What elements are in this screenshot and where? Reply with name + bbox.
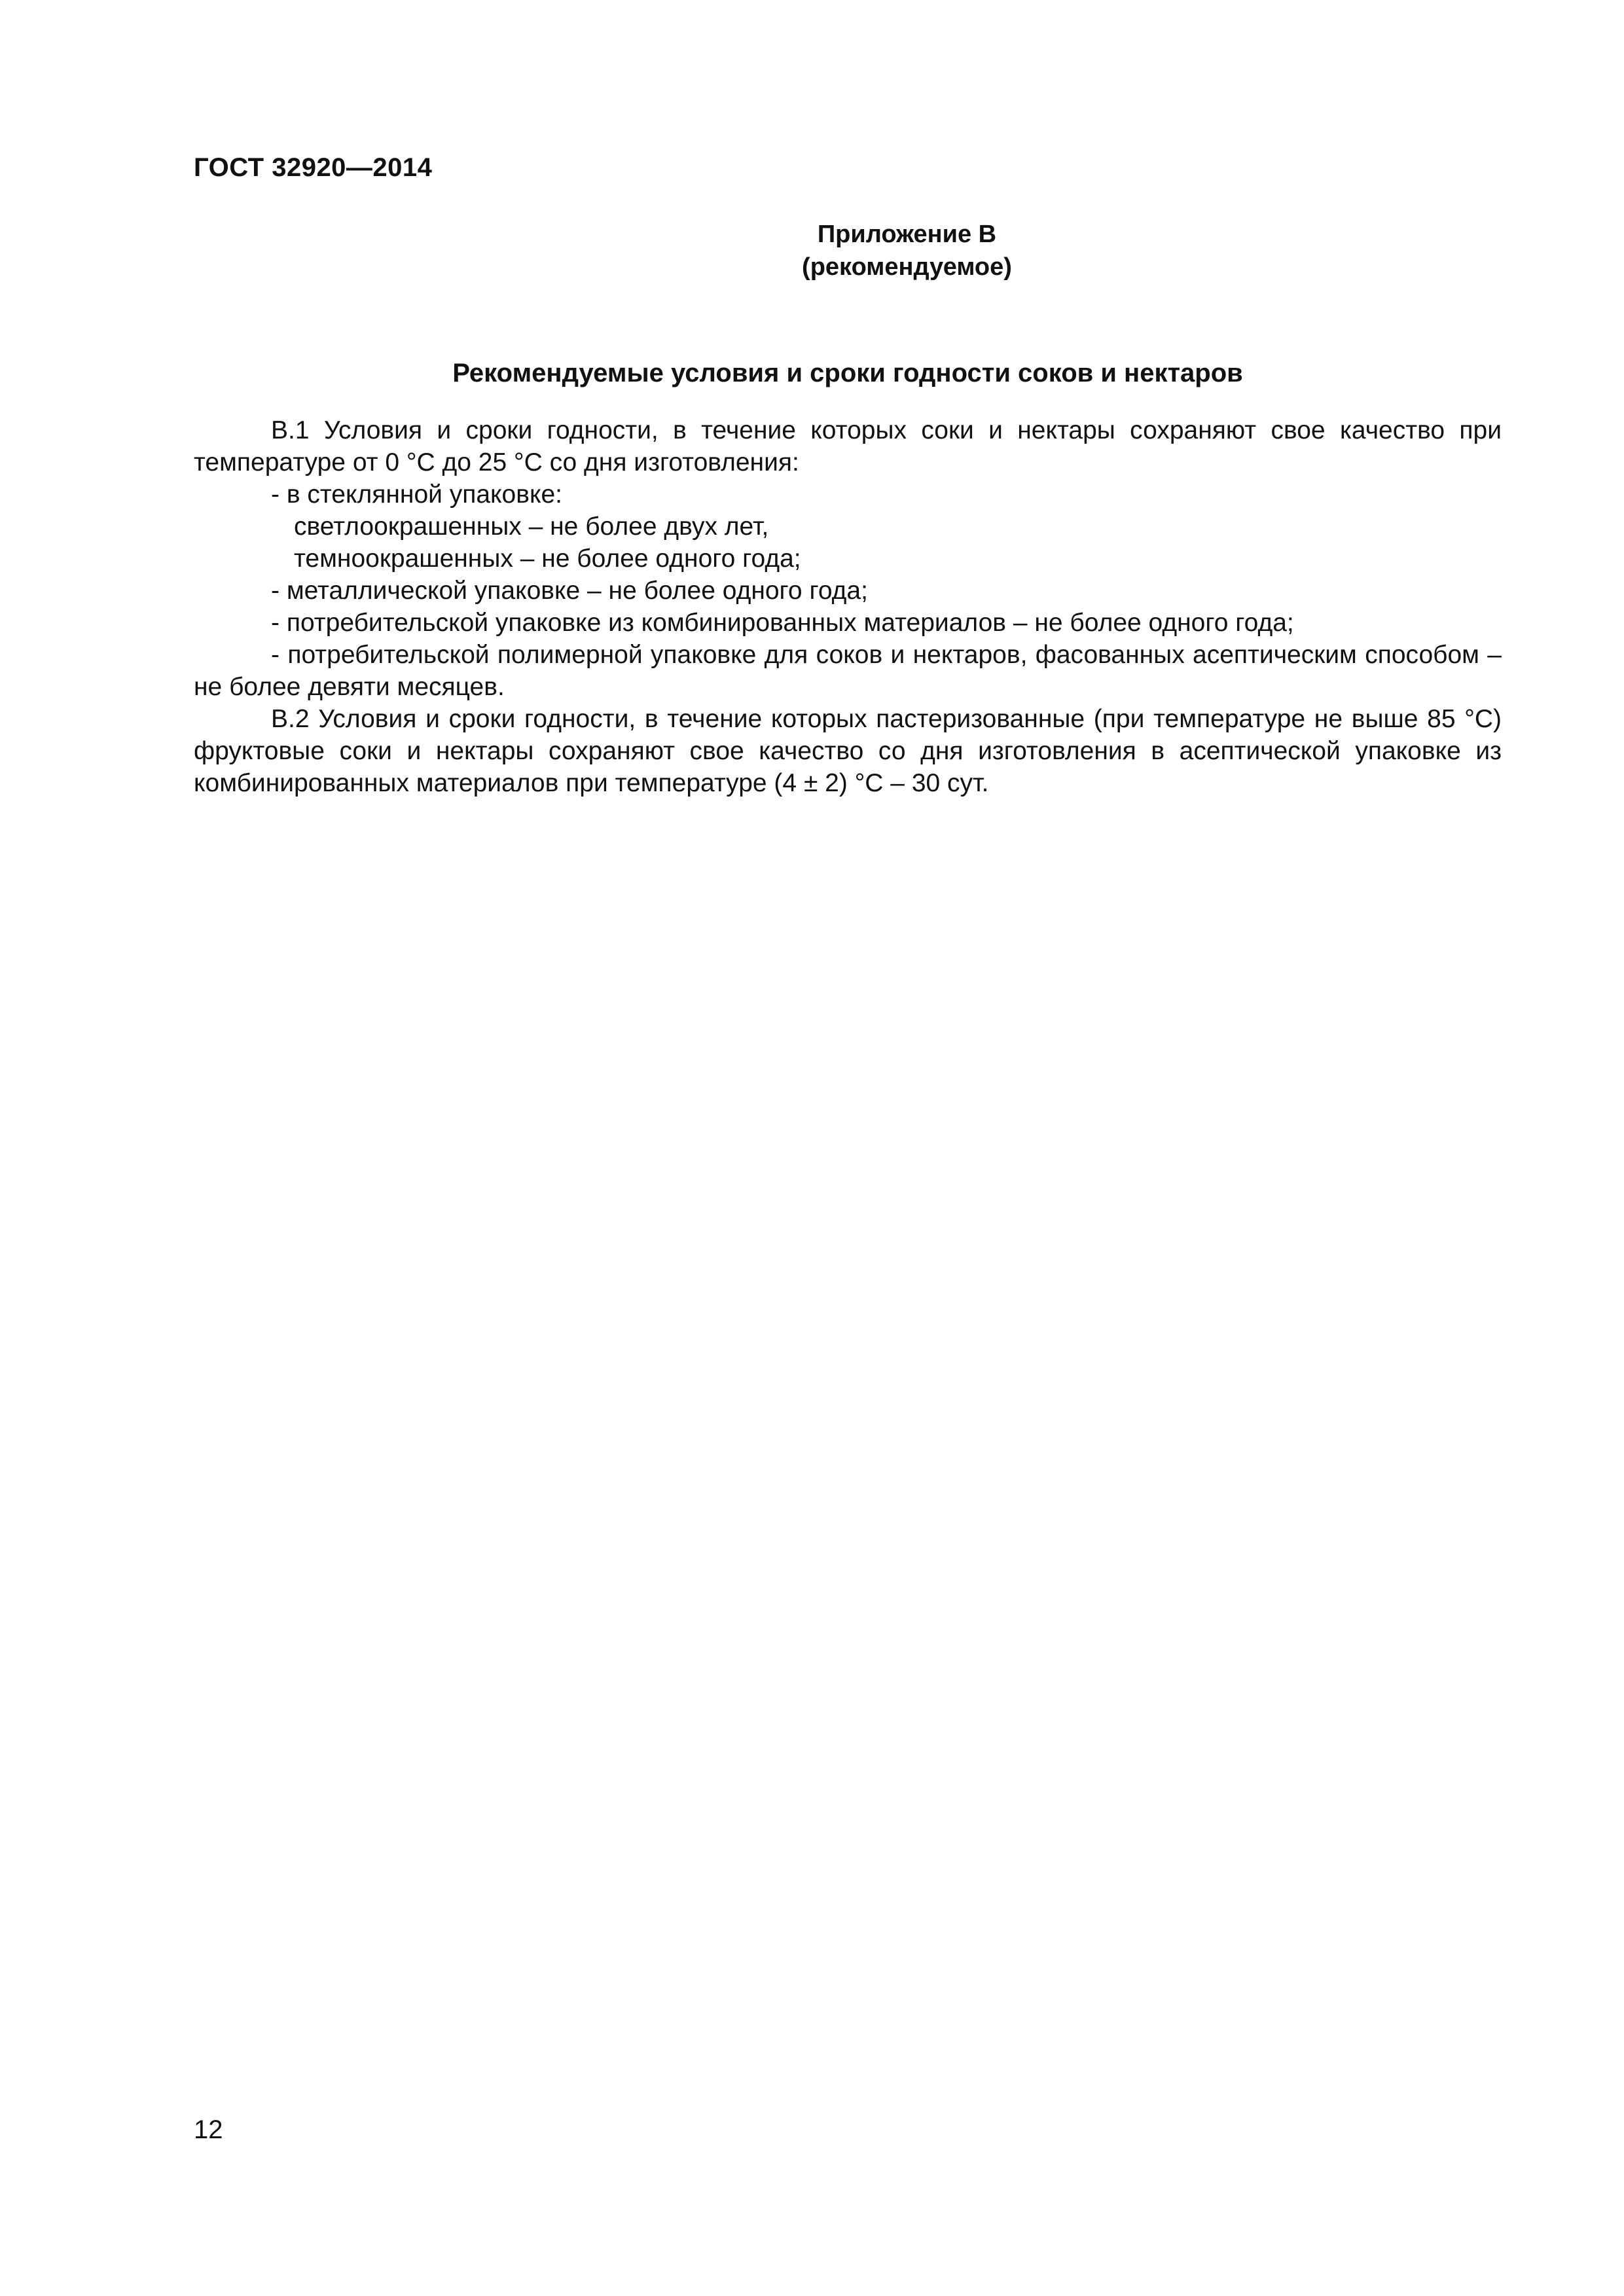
annex-heading xyxy=(0,218,1624,283)
document-body xyxy=(194,414,1502,799)
page-number: 12 xyxy=(194,2115,223,2144)
list-item-glass: - в стеклянной упаковке: xyxy=(271,480,562,509)
page-header-standard-number: ГОСТ 32920—2014 xyxy=(194,153,433,182)
list-item-metal: - металлической упаковке – не более одного года; xyxy=(271,577,868,605)
list-item-polymer: - потребительской полимерной упаковке для соков и нектаров, фасованных асептическим способом – не более девяти месяцев. xyxy=(194,641,1502,701)
section-title: Рекомендуемые условия и сроки годности соков и нектаров xyxy=(452,359,1243,387)
paragraph-b2: В.2 Условия и сроки годности, в течение которых пастеризованные (при температуре не выше 85 °С) фруктовые соки и нектары сохраняют свое качество со дня изготовления в асептической упаковке из комбинированных материалов при температуре (4 ± 2) °С – 30 сут. xyxy=(194,705,1502,797)
paragraph-b1-intro: В.1 Условия и сроки годности, в течение которых соки и нектары сохраняют свое качество при температуре от 0 °С до 25 °С со дня изготовления: xyxy=(194,416,1502,476)
sub-item-glass-light: светлоокрашенных – не более двух лет, xyxy=(294,512,769,541)
sub-item-glass-dark: темноокрашенных – не более одного года; xyxy=(294,545,801,573)
list-item-combined: - потребительской упаковке из комбинированных материалов – не более одного года; xyxy=(271,609,1294,637)
annex-status: (рекомендуемое) xyxy=(802,253,1012,281)
annex-title: Приложение В xyxy=(817,221,997,248)
